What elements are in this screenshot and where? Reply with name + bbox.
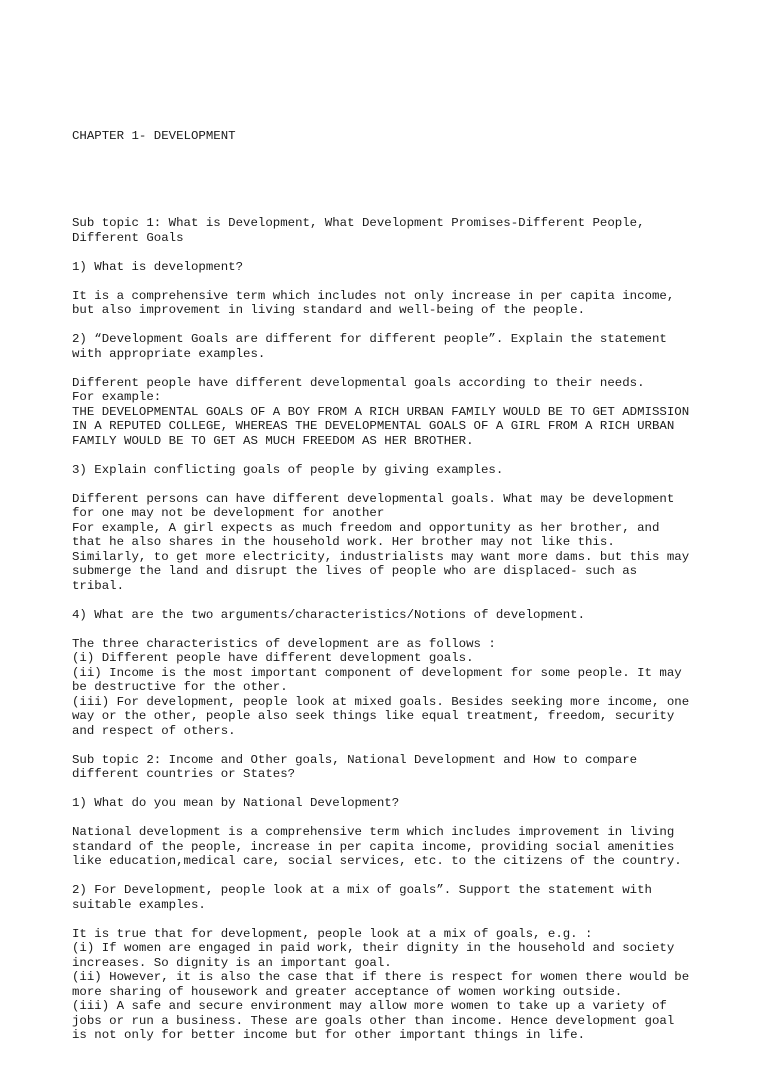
paragraph (72, 376, 712, 449)
document-body (72, 216, 712, 1043)
chapter-title (72, 100, 712, 173)
text-line: For example: (72, 390, 162, 404)
paragraph (72, 927, 712, 1043)
text-line: Sub topic 2: Income and Other goals, National Development and How to compare (72, 752, 638, 767)
text-line: jobs or run a business. These are goals other than income. Hence development goal (72, 1013, 675, 1028)
text-line: more sharing of housework and greater acceptance of women working outside. (72, 984, 623, 999)
text-line: be destructive for the other. (72, 680, 288, 694)
text-line: It is a comprehensive term which includes not only increase in per capita income, (72, 288, 675, 303)
text-line: Different Goals (72, 230, 184, 245)
text-line: For example, A girl expects as much freedom and opportunity as her brother, and (72, 520, 660, 535)
paragraph (72, 825, 712, 869)
text-line: 1) What is development? (72, 259, 244, 274)
text-line: 3) Explain conflicting goals of people by giving examples. (72, 462, 504, 477)
text-line: 2) For Development, people look at a mix of goals”. Support the statement with (72, 883, 652, 897)
text-line: is not only for better income but for other important things in life. (72, 1028, 586, 1042)
text-line: FAMILY WOULD BE TO GET AS MUCH FREEDOM AS HER BROTHER. (72, 433, 474, 448)
text-line: suitable examples. (72, 897, 206, 912)
text-line: (i) If women are engaged in paid work, their dignity in the household and society (72, 941, 675, 955)
text-line: (iii) A safe and secure environment may allow more women to take up a variety of (72, 999, 667, 1013)
paragraph (72, 796, 712, 811)
paragraph (72, 332, 712, 361)
text-line: but also improvement in living standard and well-being of the people. (72, 303, 586, 317)
text-line: 2) “Development Goals are different for different people”. Explain the statement (72, 332, 667, 346)
text-line: for one may not be development for another (72, 506, 385, 520)
paragraph (72, 608, 712, 623)
text-line: tribal. (72, 578, 125, 593)
paragraph (72, 216, 712, 245)
text-line: submerge the land and disrupt the lives of people who are displaced- such as (72, 564, 638, 578)
text-line: 1) What do you mean by National Development? (72, 796, 400, 810)
text-line: National development is a comprehensive term which includes improvement in living (72, 825, 675, 839)
paragraph (72, 463, 712, 478)
chapter-title-text: CHAPTER 1- DEVELOPMENT (72, 129, 236, 143)
paragraph (72, 883, 712, 912)
text-line: different countries or States? (72, 767, 296, 781)
text-line: (ii) Income is the most important component of development for some people. It may (72, 665, 682, 680)
text-line: like education,medical care, social services, etc. to the citizens of the country. (72, 854, 682, 868)
paragraph (72, 492, 712, 594)
text-line: Sub topic 1: What is Development, What Development Promises-Different People, (72, 216, 645, 230)
text-line: and respect of others. (72, 723, 236, 738)
text-line: increases. So dignity is an important goal. (72, 955, 392, 970)
text-line: (i) Different people have different development goals. (72, 651, 474, 665)
text-line: Similarly, to get more electricity, industrialists may want more dams. but this may (72, 549, 690, 564)
text-line: standard of the people, increase in per capita income, providing social amenities (72, 839, 675, 854)
text-line: It is true that for development, people look at a mix of goals, e.g. : (72, 926, 593, 941)
paragraph (72, 289, 712, 318)
text-line: THE DEVELOPMENTAL GOALS OF A BOY FROM A RICH URBAN FAMILY WOULD BE TO GET ADMISSION (72, 404, 690, 419)
text-line: IN A REPUTED COLLEGE, WHEREAS THE DEVELOPMENTAL GOALS OF A GIRL FROM A RICH URBAN (72, 419, 675, 433)
text-line: (ii) However, it is also the case that if there is respect for women there would be (72, 970, 690, 984)
text-line: Different persons can have different developmental goals. What may be development (72, 491, 675, 506)
paragraph (72, 753, 712, 782)
paragraph (72, 637, 712, 739)
text-line: The three characteristics of development are as follows : (72, 636, 496, 651)
text-line: that he also shares in the household work. Her brother may not like this. (72, 535, 615, 549)
text-line: with appropriate examples. (72, 346, 266, 361)
text-line: way or the other, people also seek things like equal treatment, freedom, security (72, 709, 675, 723)
paragraph (72, 260, 712, 275)
document-page (72, 71, 712, 1072)
text-line: 4) What are the two arguments/characteristics/Notions of development. (72, 607, 586, 622)
text-line: Different people have different developmental goals according to their needs. (72, 375, 645, 390)
text-line: (iii) For development, people look at mixed goals. Besides seeking more income, one (72, 694, 690, 709)
